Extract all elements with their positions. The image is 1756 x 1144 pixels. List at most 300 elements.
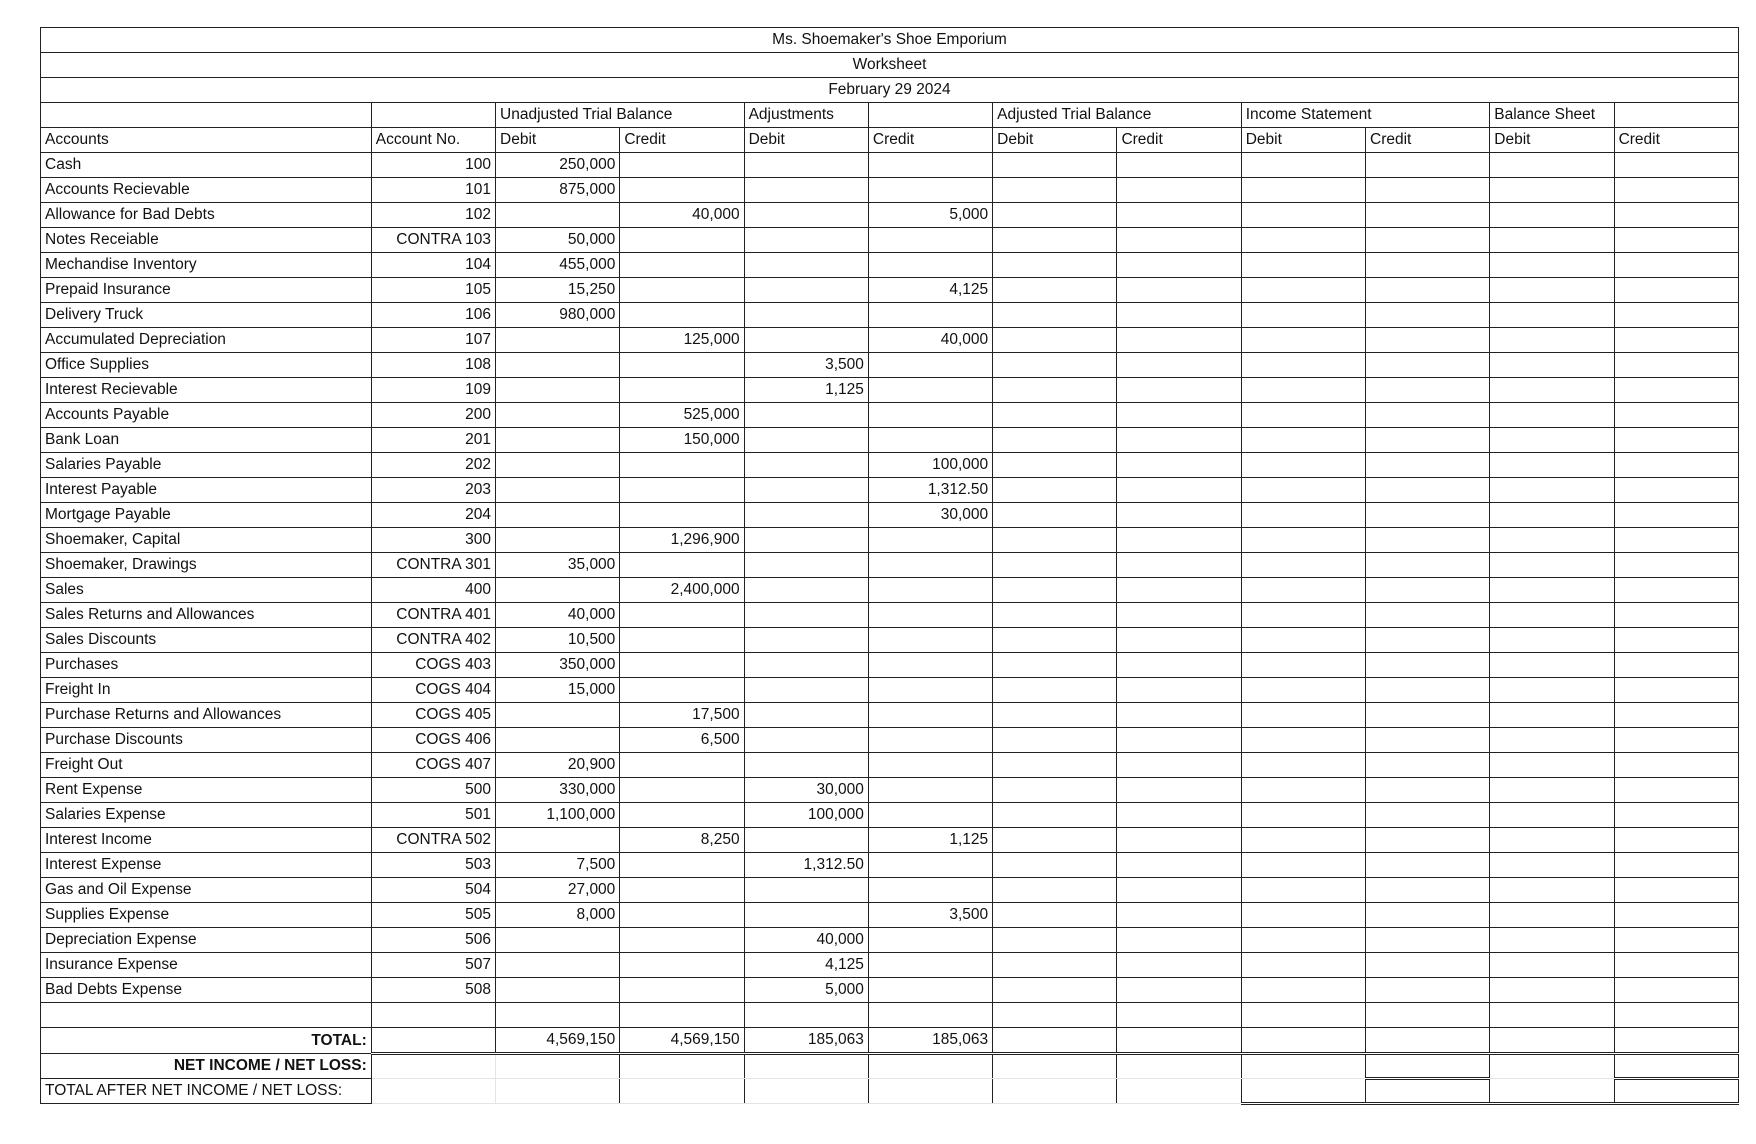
atb-credit-cell xyxy=(1117,178,1241,203)
atb-debit-cell xyxy=(993,853,1117,878)
atb-credit-cell xyxy=(1117,828,1241,853)
is-credit-cell xyxy=(1366,378,1490,403)
blank-cell xyxy=(744,1003,868,1028)
atb-credit-cell xyxy=(1117,403,1241,428)
is-debit-cell xyxy=(1241,228,1365,253)
atb-credit-cell xyxy=(1117,378,1241,403)
bs-debit-cell xyxy=(1490,653,1614,678)
account-no-cell: 204 xyxy=(371,503,495,528)
account-name-cell: Accumulated Depreciation xyxy=(41,328,372,353)
account-name-cell: Prepaid Insurance xyxy=(41,278,372,303)
atb-debit-cell xyxy=(993,278,1117,303)
table-row xyxy=(41,253,1739,278)
adj-credit-cell: 30,000 xyxy=(868,503,992,528)
account-name-cell: Depreciation Expense xyxy=(41,928,372,953)
is-debit-cell xyxy=(1241,553,1365,578)
adj-credit-cell xyxy=(868,678,992,703)
adj-debit-cell xyxy=(744,903,868,928)
is-debit-cell xyxy=(1241,153,1365,178)
account-no-cell: 200 xyxy=(371,403,495,428)
utb-credit-cell xyxy=(620,803,744,828)
account-name-cell: Gas and Oil Expense xyxy=(41,878,372,903)
table-row xyxy=(41,653,1739,678)
adj-debit-cell xyxy=(744,303,868,328)
account-no-cell: 507 xyxy=(371,953,495,978)
adj-debit-cell: 5,000 xyxy=(744,978,868,1003)
utb-debit-cell: 980,000 xyxy=(496,303,620,328)
utb-credit-cell: 1,296,900 xyxy=(620,528,744,553)
utb-credit-cell xyxy=(620,553,744,578)
atb-credit-cell xyxy=(1117,853,1241,878)
col-header-adj-credit: Credit xyxy=(868,128,992,153)
table-row xyxy=(41,978,1739,1003)
account-name-cell: Interest Expense xyxy=(41,853,372,878)
utb-credit-cell xyxy=(620,678,744,703)
bs-debit-cell xyxy=(1490,753,1614,778)
adj-credit-cell xyxy=(868,428,992,453)
atb-debit-cell xyxy=(993,403,1117,428)
utb-debit-cell xyxy=(496,528,620,553)
bs-debit-cell xyxy=(1490,503,1614,528)
utb-credit-cell xyxy=(620,903,744,928)
account-no-cell: COGS 403 xyxy=(371,653,495,678)
bs-credit-cell xyxy=(1614,703,1738,728)
is-credit-cell xyxy=(1366,578,1490,603)
total-utb-debit: 4,569,150 xyxy=(496,1027,620,1053)
blank-cell xyxy=(496,1003,620,1028)
account-no-cell: CONTRA 502 xyxy=(371,828,495,853)
utb-debit-cell xyxy=(496,928,620,953)
account-name-cell: Bad Debts Expense xyxy=(41,978,372,1003)
bs-debit-cell xyxy=(1490,953,1614,978)
account-name-cell: Delivery Truck xyxy=(41,303,372,328)
adj-credit-cell xyxy=(868,728,992,753)
atb-credit-cell xyxy=(1117,278,1241,303)
adj-credit-cell xyxy=(868,703,992,728)
adj-credit-cell xyxy=(868,178,992,203)
table-row xyxy=(41,803,1739,828)
adj-credit-cell xyxy=(868,253,992,278)
header-blank-cell xyxy=(1614,103,1738,128)
bs-debit-cell xyxy=(1490,278,1614,303)
atb-credit-cell xyxy=(1117,653,1241,678)
worksheet-title: Ms. Shoemaker's Shoe Emporium xyxy=(41,28,1739,53)
col-header-utb-debit: Debit xyxy=(496,128,620,153)
table-row xyxy=(41,853,1739,878)
col-header-bs-credit: Credit xyxy=(1614,128,1738,153)
bs-debit-cell xyxy=(1490,328,1614,353)
utb-credit-cell xyxy=(620,753,744,778)
atb-debit-cell xyxy=(993,203,1117,228)
is-debit-cell xyxy=(1241,478,1365,503)
bs-credit-cell xyxy=(1614,303,1738,328)
utb-debit-cell xyxy=(496,428,620,453)
is-debit-cell xyxy=(1241,903,1365,928)
is-debit-cell xyxy=(1241,328,1365,353)
is-credit-cell xyxy=(1366,728,1490,753)
atb-credit-cell xyxy=(1117,953,1241,978)
account-no-cell: 101 xyxy=(371,178,495,203)
is-credit-cell xyxy=(1366,778,1490,803)
bs-credit-cell xyxy=(1614,253,1738,278)
utb-credit-cell xyxy=(620,503,744,528)
is-debit-cell xyxy=(1241,878,1365,903)
col-header-atb-debit: Debit xyxy=(993,128,1117,153)
is-credit-cell xyxy=(1366,603,1490,628)
total-after-label: TOTAL AFTER NET INCOME / NET LOSS: xyxy=(41,1078,372,1103)
account-no-cell: 501 xyxy=(371,803,495,828)
is-debit-cell xyxy=(1241,303,1365,328)
table-row xyxy=(41,403,1739,428)
bs-credit-cell xyxy=(1614,603,1738,628)
atb-debit-cell xyxy=(993,953,1117,978)
table-row xyxy=(41,553,1739,578)
bs-debit-cell xyxy=(1490,578,1614,603)
atb-debit-cell xyxy=(993,528,1117,553)
account-no-cell: 102 xyxy=(371,203,495,228)
col-header-adj-debit: Debit xyxy=(744,128,868,153)
account-name-cell: Interest Payable xyxy=(41,478,372,503)
atb-debit-cell xyxy=(993,628,1117,653)
is-credit-cell xyxy=(1366,753,1490,778)
atb-debit-cell xyxy=(993,603,1117,628)
table-row xyxy=(41,603,1739,628)
bs-credit-cell xyxy=(1614,778,1738,803)
is-credit-cell xyxy=(1366,928,1490,953)
atb-debit-cell xyxy=(993,503,1117,528)
adj-credit-cell: 5,000 xyxy=(868,203,992,228)
is-credit-cell xyxy=(1366,503,1490,528)
utb-debit-cell xyxy=(496,453,620,478)
is-debit-cell xyxy=(1241,203,1365,228)
account-name-cell: Allowance for Bad Debts xyxy=(41,203,372,228)
account-name-cell: Sales Returns and Allowances xyxy=(41,603,372,628)
utb-debit-cell: 40,000 xyxy=(496,603,620,628)
bs-debit-cell xyxy=(1490,453,1614,478)
total-after-cell xyxy=(744,1078,868,1103)
atb-credit-cell xyxy=(1117,353,1241,378)
total-label: TOTAL: xyxy=(41,1027,372,1053)
atb-debit-cell xyxy=(993,553,1117,578)
group-header-adj: Adjustments xyxy=(744,103,868,128)
col-header-is-debit: Debit xyxy=(1241,128,1365,153)
net-income-cell xyxy=(1241,1053,1365,1078)
account-name-cell: Supplies Expense xyxy=(41,903,372,928)
adj-debit-cell xyxy=(744,678,868,703)
total-adj-credit: 185,063 xyxy=(868,1027,992,1053)
column-header-row xyxy=(41,128,1739,153)
account-no-cell: 107 xyxy=(371,328,495,353)
atb-debit-cell xyxy=(993,353,1117,378)
utb-debit-cell: 8,000 xyxy=(496,903,620,928)
table-row xyxy=(41,778,1739,803)
is-debit-cell xyxy=(1241,978,1365,1003)
bs-credit-cell xyxy=(1614,953,1738,978)
bs-debit-cell xyxy=(1490,203,1614,228)
bs-credit-cell xyxy=(1614,353,1738,378)
is-debit-cell xyxy=(1241,828,1365,853)
utb-credit-cell xyxy=(620,178,744,203)
total-atb-debit xyxy=(993,1027,1117,1053)
utb-credit-cell xyxy=(620,603,744,628)
bs-credit-cell xyxy=(1614,828,1738,853)
utb-debit-cell xyxy=(496,703,620,728)
bs-credit-cell xyxy=(1614,478,1738,503)
atb-credit-cell xyxy=(1117,253,1241,278)
bs-credit-cell xyxy=(1614,653,1738,678)
adj-debit-cell xyxy=(744,828,868,853)
is-credit-cell xyxy=(1366,178,1490,203)
title-row xyxy=(41,28,1739,53)
account-no-cell: CONTRA 301 xyxy=(371,553,495,578)
total-atb-credit xyxy=(1117,1027,1241,1053)
adj-credit-cell: 4,125 xyxy=(868,278,992,303)
utb-credit-cell: 125,000 xyxy=(620,328,744,353)
table-row xyxy=(41,578,1739,603)
bs-debit-cell xyxy=(1490,528,1614,553)
bs-debit-cell xyxy=(1490,353,1614,378)
bs-credit-cell xyxy=(1614,453,1738,478)
utb-credit-cell: 40,000 xyxy=(620,203,744,228)
adj-credit-cell: 1,312.50 xyxy=(868,478,992,503)
bs-debit-cell xyxy=(1490,253,1614,278)
table-row xyxy=(41,903,1739,928)
adj-debit-cell xyxy=(744,328,868,353)
is-debit-cell xyxy=(1241,603,1365,628)
atb-debit-cell xyxy=(993,378,1117,403)
is-debit-cell xyxy=(1241,953,1365,978)
total-after-cell xyxy=(993,1078,1117,1103)
bs-debit-cell xyxy=(1490,828,1614,853)
utb-debit-cell: 27,000 xyxy=(496,878,620,903)
atb-debit-cell xyxy=(993,728,1117,753)
adj-debit-cell: 100,000 xyxy=(744,803,868,828)
table-row xyxy=(41,303,1739,328)
table-row xyxy=(41,678,1739,703)
bs-debit-cell xyxy=(1490,553,1614,578)
blank-cell xyxy=(993,1003,1117,1028)
utb-credit-cell xyxy=(620,878,744,903)
is-credit-cell xyxy=(1366,203,1490,228)
utb-credit-cell: 8,250 xyxy=(620,828,744,853)
table-row xyxy=(41,703,1739,728)
bs-credit-cell xyxy=(1614,378,1738,403)
is-credit-cell xyxy=(1366,428,1490,453)
is-debit-cell xyxy=(1241,753,1365,778)
utb-debit-cell xyxy=(496,978,620,1003)
atb-credit-cell xyxy=(1117,878,1241,903)
adj-credit-cell xyxy=(868,978,992,1003)
atb-debit-cell xyxy=(993,478,1117,503)
is-credit-cell xyxy=(1366,653,1490,678)
account-name-cell: Freight Out xyxy=(41,753,372,778)
adj-debit-cell xyxy=(744,728,868,753)
adj-credit-cell: 40,000 xyxy=(868,328,992,353)
col-header-accounts: Accounts xyxy=(41,128,372,153)
atb-credit-cell xyxy=(1117,153,1241,178)
account-no-cell: 201 xyxy=(371,428,495,453)
net-income-cell xyxy=(1366,1053,1490,1078)
atb-credit-cell xyxy=(1117,928,1241,953)
bs-debit-cell xyxy=(1490,678,1614,703)
blank-cell xyxy=(371,1003,495,1028)
utb-credit-cell xyxy=(620,353,744,378)
utb-credit-cell xyxy=(620,228,744,253)
account-name-cell: Purchase Discounts xyxy=(41,728,372,753)
subtitle-row xyxy=(41,53,1739,78)
total-adj-debit: 185,063 xyxy=(744,1027,868,1053)
atb-credit-cell xyxy=(1117,978,1241,1003)
total-bs-credit xyxy=(1614,1027,1738,1053)
atb-credit-cell xyxy=(1117,553,1241,578)
account-name-cell: Office Supplies xyxy=(41,353,372,378)
account-no-cell: 503 xyxy=(371,853,495,878)
bs-debit-cell xyxy=(1490,628,1614,653)
is-debit-cell xyxy=(1241,428,1365,453)
bs-debit-cell xyxy=(1490,803,1614,828)
col-header-utb-credit: Credit xyxy=(620,128,744,153)
net-income-cell xyxy=(993,1053,1117,1078)
is-debit-cell xyxy=(1241,353,1365,378)
account-no-cell: 508 xyxy=(371,978,495,1003)
account-name-cell: Freight In xyxy=(41,678,372,703)
adj-credit-cell xyxy=(868,378,992,403)
col-header-is-credit: Credit xyxy=(1366,128,1490,153)
atb-debit-cell xyxy=(993,228,1117,253)
atb-credit-cell xyxy=(1117,528,1241,553)
account-no-cell: COGS 405 xyxy=(371,703,495,728)
utb-credit-cell xyxy=(620,303,744,328)
adj-debit-cell xyxy=(744,278,868,303)
is-debit-cell xyxy=(1241,578,1365,603)
blank-cell xyxy=(620,1003,744,1028)
table-row xyxy=(41,328,1739,353)
account-name-cell: Mechandise Inventory xyxy=(41,253,372,278)
account-no-cell: 504 xyxy=(371,878,495,903)
bs-credit-cell xyxy=(1614,153,1738,178)
is-credit-cell xyxy=(1366,353,1490,378)
account-no-cell: COGS 406 xyxy=(371,728,495,753)
atb-debit-cell xyxy=(993,678,1117,703)
account-no-cell: CONTRA 401 xyxy=(371,603,495,628)
bs-credit-cell xyxy=(1614,228,1738,253)
account-no-cell: 109 xyxy=(371,378,495,403)
utb-debit-cell xyxy=(496,503,620,528)
utb-debit-cell xyxy=(496,203,620,228)
col-header-account-no: Account No. xyxy=(371,128,495,153)
utb-debit-cell: 455,000 xyxy=(496,253,620,278)
utb-debit-cell xyxy=(496,328,620,353)
adj-credit-cell xyxy=(868,803,992,828)
atb-credit-cell xyxy=(1117,303,1241,328)
atb-credit-cell xyxy=(1117,753,1241,778)
table-row xyxy=(41,353,1739,378)
account-no-cell: 400 xyxy=(371,578,495,603)
account-no-cell: CONTRA 402 xyxy=(371,628,495,653)
adj-debit-cell xyxy=(744,878,868,903)
is-credit-cell xyxy=(1366,903,1490,928)
atb-credit-cell xyxy=(1117,628,1241,653)
account-name-cell: Cash xyxy=(41,153,372,178)
utb-debit-cell xyxy=(496,478,620,503)
total-after-row xyxy=(41,1078,1739,1103)
utb-debit-cell: 330,000 xyxy=(496,778,620,803)
adj-credit-cell xyxy=(868,553,992,578)
utb-debit-cell: 15,250 xyxy=(496,278,620,303)
table-row xyxy=(41,753,1739,778)
adj-debit-cell xyxy=(744,753,868,778)
account-name-cell: Accounts Payable xyxy=(41,403,372,428)
is-debit-cell xyxy=(1241,453,1365,478)
utb-credit-cell xyxy=(620,653,744,678)
utb-debit-cell: 250,000 xyxy=(496,153,620,178)
account-name-cell: Notes Receiable xyxy=(41,228,372,253)
is-credit-cell xyxy=(1366,703,1490,728)
atb-debit-cell xyxy=(993,428,1117,453)
atb-debit-cell xyxy=(993,778,1117,803)
table-row xyxy=(41,228,1739,253)
account-name-cell: Rent Expense xyxy=(41,778,372,803)
adj-debit-cell xyxy=(744,203,868,228)
bs-debit-cell xyxy=(1490,703,1614,728)
total-after-cell xyxy=(1241,1078,1365,1103)
adj-credit-cell xyxy=(868,853,992,878)
bs-debit-cell xyxy=(1490,603,1614,628)
bs-debit-cell xyxy=(1490,228,1614,253)
table-row xyxy=(41,528,1739,553)
adj-debit-cell: 1,125 xyxy=(744,378,868,403)
net-income-cell xyxy=(1614,1053,1738,1078)
atb-credit-cell xyxy=(1117,778,1241,803)
is-debit-cell xyxy=(1241,928,1365,953)
group-header-utb: Unadjusted Trial Balance xyxy=(496,103,745,128)
atb-credit-cell xyxy=(1117,803,1241,828)
account-name-cell: Interest Income xyxy=(41,828,372,853)
atb-debit-cell xyxy=(993,253,1117,278)
total-is-debit xyxy=(1241,1027,1365,1053)
account-name-cell: Bank Loan xyxy=(41,428,372,453)
utb-credit-cell xyxy=(620,253,744,278)
blank-cell xyxy=(371,1027,495,1053)
account-no-cell: 506 xyxy=(371,928,495,953)
worksheet-date: February 29 2024 xyxy=(41,78,1739,103)
adj-credit-cell xyxy=(868,303,992,328)
atb-credit-cell xyxy=(1117,428,1241,453)
adj-credit-cell xyxy=(868,653,992,678)
utb-credit-cell xyxy=(620,478,744,503)
total-after-cell xyxy=(1366,1078,1490,1103)
col-header-atb-credit: Credit xyxy=(1117,128,1241,153)
account-no-cell: COGS 404 xyxy=(371,678,495,703)
utb-credit-cell xyxy=(620,778,744,803)
net-income-label: NET INCOME / NET LOSS: xyxy=(41,1053,372,1078)
adj-credit-cell xyxy=(868,878,992,903)
is-debit-cell xyxy=(1241,378,1365,403)
bs-debit-cell xyxy=(1490,903,1614,928)
atb-debit-cell xyxy=(993,828,1117,853)
atb-debit-cell xyxy=(993,703,1117,728)
adj-credit-cell xyxy=(868,778,992,803)
blank-cell xyxy=(371,1078,495,1103)
is-credit-cell xyxy=(1366,278,1490,303)
adj-debit-cell xyxy=(744,253,868,278)
bs-credit-cell xyxy=(1614,753,1738,778)
bs-credit-cell xyxy=(1614,628,1738,653)
bs-debit-cell xyxy=(1490,728,1614,753)
header-blank-cell xyxy=(41,103,372,128)
utb-credit-cell: 2,400,000 xyxy=(620,578,744,603)
account-no-cell: 104 xyxy=(371,253,495,278)
